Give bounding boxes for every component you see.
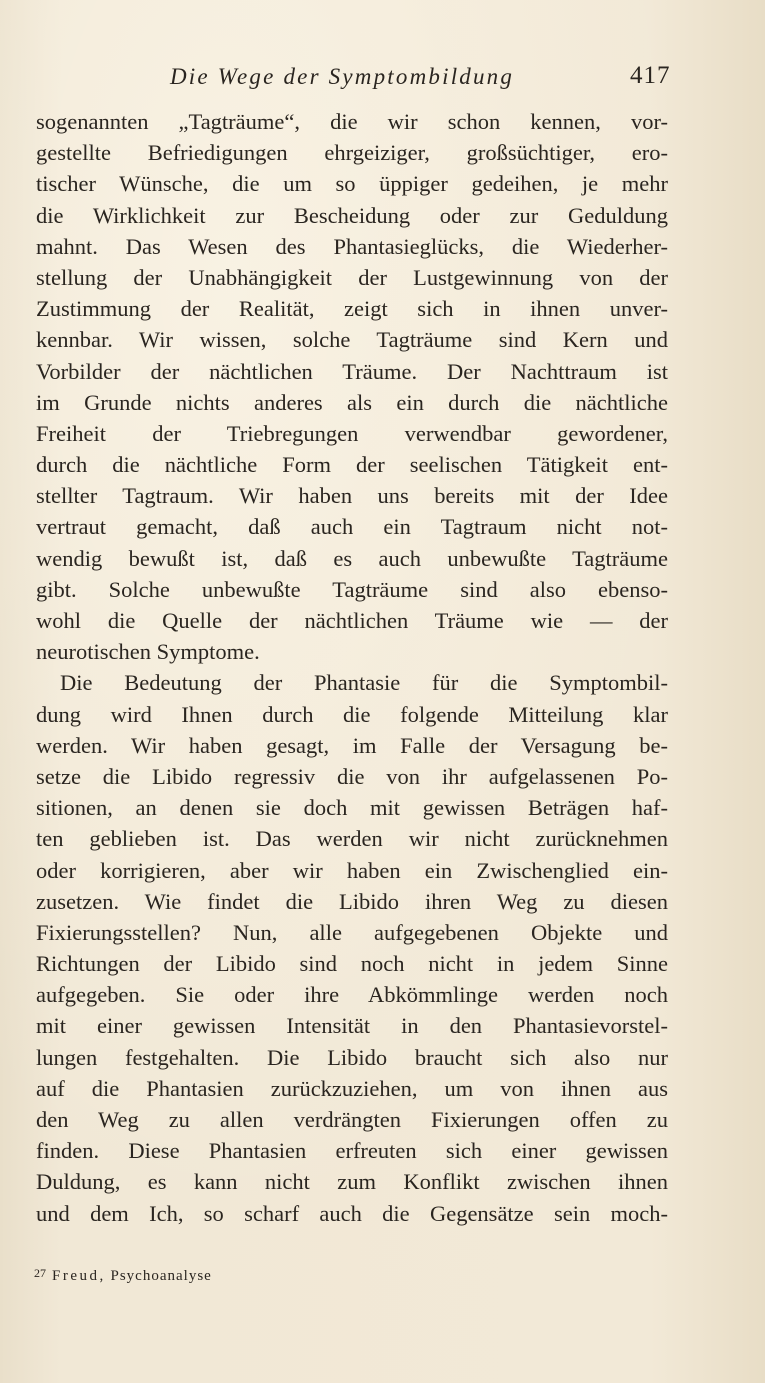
text-line: und dem Ich, so scharf auch die Gegensätze sein moch-: [36, 1200, 668, 1226]
text-line: finden. Diese Phantasien erfreuten sich einer gewissen: [36, 1138, 668, 1164]
text-line: durch die nächtliche Form der seelischen Tätigkeit ent-: [36, 452, 668, 478]
text-line: die Wirklichkeit zur Bescheidung oder zur Geduldung: [36, 202, 668, 228]
text-line: Zustimmung der Realität, zeigt sich in ihnen unver-: [36, 296, 668, 322]
body-text: [36, 106, 668, 1229]
text-line: sogenannten „Tagträume“, die wir schon kennen, vor-: [36, 109, 668, 134]
text-line: stellter Tagtraum. Wir haben uns bereits mit der Idee: [36, 483, 668, 509]
text-line: sitionen, an denen sie doch mit gewissen Beträgen haf-: [36, 795, 668, 821]
text-line: gestellte Befriedigungen ehrgeiziger, großsüchtiger, ero-: [36, 140, 668, 166]
page-header: [0, 60, 765, 100]
text-line: lungen festgehalten. Die Libido braucht sich also nur: [36, 1044, 668, 1070]
text-line: Duldung, es kann nicht zum Konflikt zwischen ihnen: [36, 1169, 668, 1195]
text-line: werden. Wir haben gesagt, im Falle der Versagung be-: [36, 732, 668, 758]
text-line: aufgegeben. Sie oder ihre Abkömmlinge werden noch: [36, 982, 668, 1008]
text-line: setze die Libido regressiv die von ihr aufgelassenen Po-: [36, 763, 668, 789]
text-line: tischer Wünsche, die um so üppiger gedeihen, je mehr: [36, 171, 668, 197]
running-title: Die Wege der Symptombildung: [170, 64, 515, 89]
text-line: mit einer gewissen Intensität in den Phantasievorstel-: [36, 1013, 668, 1039]
text-line: oder korrigieren, aber wir haben ein Zwischenglied ein-: [36, 857, 668, 883]
text-line: dung wird Ihnen durch die folgende Mitteilung klar: [36, 701, 668, 727]
page-number: 417: [630, 62, 671, 89]
text-line: neurotischen Symptome.: [36, 639, 260, 665]
text-line: kennbar. Wir wissen, solche Tagträume sind Kern und: [36, 327, 668, 353]
text-line: Fixierungsstellen? Nun, alle aufgegebenen Objekte und: [36, 919, 668, 945]
text-line: im Grunde nichts anderes als ein durch die nächtliche: [36, 389, 668, 415]
text-line: zusetzen. Wie findet die Libido ihren Weg zu diesen: [36, 888, 668, 914]
text-line: wohl die Quelle der nächtlichen Träume wie — der: [36, 608, 668, 633]
footer-author: Freud,: [52, 1268, 106, 1284]
text-line: Freiheit der Triebregungen verwendbar gewordener,: [36, 420, 668, 446]
signature-mark: 27: [34, 1266, 46, 1280]
signature-line: [34, 1266, 212, 1285]
text-line: Richtungen der Libido sind noch nicht in jedem Sinne: [36, 951, 668, 977]
text-line: gibt. Solche unbewußte Tagträume sind also ebenso-: [36, 576, 668, 602]
footer-title: Psychoanalyse: [110, 1268, 212, 1284]
text-line: vertraut gemacht, daß auch ein Tagtraum nicht not-: [36, 514, 668, 540]
text-line: wendig bewußt ist, daß es auch unbewußte Tagträume: [36, 545, 668, 571]
text-line: Vorbilder der nächtlichen Träume. Der Nachttraum ist: [36, 358, 668, 384]
text-line: stellung der Unabhängigkeit der Lustgewinnung von der: [36, 264, 668, 290]
text-line: mahnt. Das Wesen des Phantasieglücks, die Wiederher-: [36, 233, 668, 259]
text-line: ten geblieben ist. Das werden wir nicht zurücknehmen: [36, 826, 668, 852]
text-line: auf die Phantasien zurückzuziehen, um von ihnen aus: [36, 1075, 668, 1101]
text-line: Die Bedeutung der Phantasie für die Symptombil-: [60, 670, 668, 696]
text-line: den Weg zu allen verdrängten Fixierungen offen zu: [36, 1107, 668, 1132]
